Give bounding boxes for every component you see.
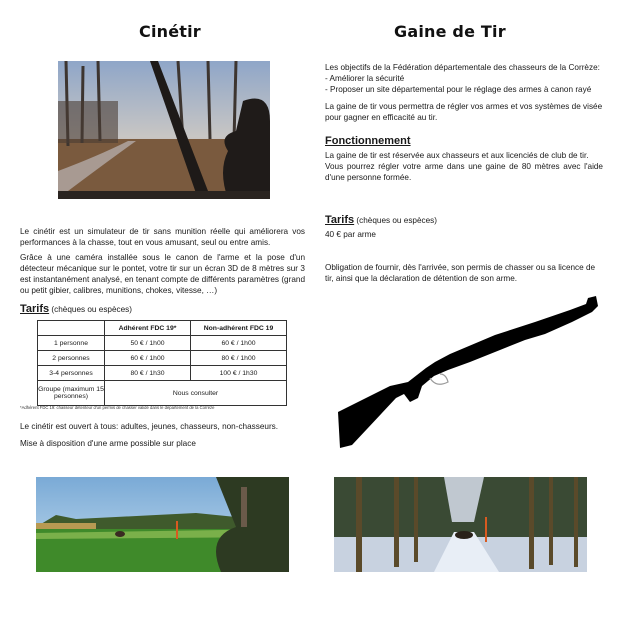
table-header-empty [38, 321, 105, 336]
objectives-intro: Les objectifs de la Fédération départementale des chasseurs de la Corrèze: [325, 63, 600, 72]
table-cell-group-value: Nous consulter [105, 381, 287, 406]
table-cell: 80 € / 1h30 [105, 366, 191, 381]
table-cell: 60 € / 1h00 [105, 351, 191, 366]
rifle-silhouette [330, 290, 600, 450]
fonctionnement-text-2: Vous pourrez régler votre arme dans une gaine de 80 mètres avec l'aide d'une personne formée. [325, 162, 603, 182]
cinetir-tarifs-note: (chèques ou espèces) [51, 305, 132, 314]
cinetir-open-to: Le cinétir est ouvert à tous: adultes, jeunes, chasseurs, non-chasseurs. [20, 422, 279, 431]
gaine-price: 40 € par arme [325, 230, 376, 239]
table-header-non-adherent: Non-adhérent FDC 19 [191, 321, 287, 336]
table-row-group [38, 381, 287, 406]
cinetir-tarifs-heading-row [20, 304, 305, 315]
fonctionnement-text-1: La gaine de tir est réservée aux chasseurs et aux licenciés de club de tir. [325, 151, 589, 160]
table-cell-label: Groupe (maximum 15 personnes) [38, 381, 105, 406]
table-cell-label: 3-4 personnes [38, 366, 105, 381]
table-cell-label: 2 personnes [38, 351, 105, 366]
table-header-adherent: Adhérent FDC 19* [105, 321, 191, 336]
gaine-purpose: La gaine de tir vous permettra de régler vos armes et vos systèmes de visée pour gagner en efficacité au tir. [325, 102, 603, 122]
cinetir-simulator-photo [58, 61, 270, 199]
table-row [38, 351, 287, 366]
gaine-tarifs-heading-row [325, 215, 610, 226]
table-cell: 60 € / 1h00 [191, 336, 287, 351]
table-cell: 100 € / 1h30 [191, 366, 287, 381]
snowy-forest-boar-photo [334, 477, 587, 572]
fonctionnement-heading: Fonctionnement [325, 135, 411, 147]
table-row [38, 336, 287, 351]
gaine-de-tir-title: Gaine de Tir [394, 22, 506, 41]
cinetir-price-table [37, 320, 287, 406]
cinetir-weapon-note: Mise à disposition d'une arme possible sur place [20, 439, 196, 448]
cinetir-tarifs-heading: Tarifs [20, 303, 50, 315]
meadow-boar-photo [36, 477, 289, 572]
table-cell: 50 € / 1h00 [105, 336, 191, 351]
gaine-tarifs-note: (chèques ou espèces) [356, 216, 437, 225]
objective-item: - Améliorer la sécurité [325, 74, 405, 83]
table-header-row [38, 321, 287, 336]
cinetir-description: Grâce à une caméra installée sous le canon de l'arme et la pose d'un détecteur mécanique sur le pontet, votre tir sur un écran 3D de 8 mètres sur 3 est instantanément analysé, en tenant compte de différents paramètres (grand ou petit gibier, calibres, munitions, chokes, vitesse, …) [20, 253, 305, 295]
cinetir-title: Cinétir [139, 22, 201, 41]
table-cell: 80 € / 1h00 [191, 351, 287, 366]
adherent-footnote: *Adhérent FDC 19: chasseur détenteur d'un permis de chasser validé dans le département de la Corrèze [20, 405, 215, 410]
cinetir-intro: Le cinétir est un simulateur de tir sans munition réelle qui améliorera vos performances à la chasse, tout en vous amusant, seul ou entre amis. [20, 227, 305, 247]
table-cell-label: 1 personne [38, 336, 105, 351]
objective-item: - Proposer un site départemental pour le réglage des armes à canon rayé [325, 85, 592, 94]
table-row [38, 366, 287, 381]
gaine-tarifs-heading: Tarifs [325, 214, 355, 226]
gaine-obligation: Obligation de fournir, dès l'arrivée, son permis de chasser ou sa licence de tir, ainsi que la déclaration de détention de son arme. [325, 263, 596, 283]
